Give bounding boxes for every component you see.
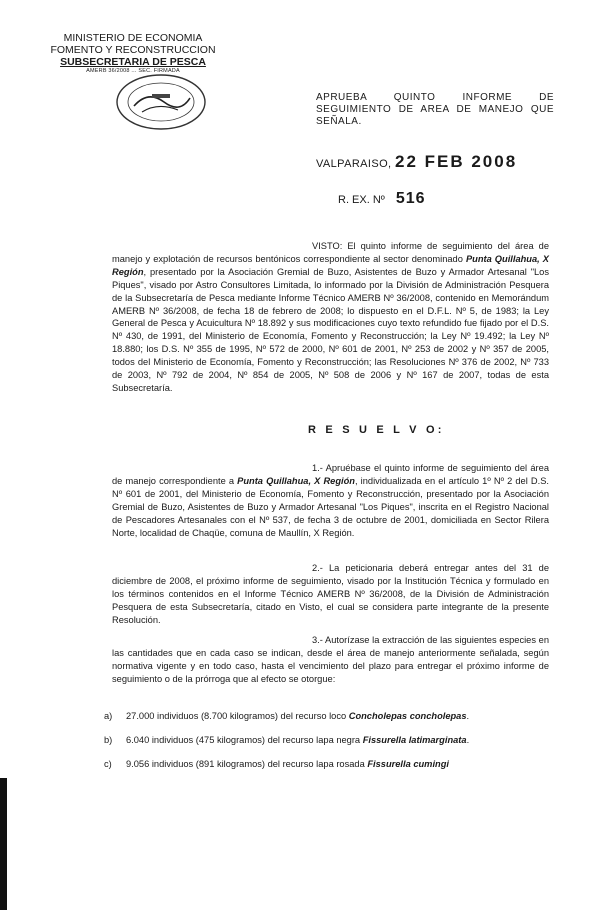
item-species: Fissurella cumingi (367, 759, 449, 769)
item-end: . (466, 735, 470, 745)
list-item (104, 734, 544, 746)
visto-text-2: , presentado por la Asociación Gremial de Buzo, Asistentes de Buzo y Armador Artesanal "Los Piques", visado por Astro Consultores Limitada, lo informado por la División de Administración Pesquera de la Subsecretaría de Pesca mediante Informe Técnico AMERB Nº 36/2008, contenido en Memorándum AMERB Nº 36/2008, de fecha 18 de febrero de 2008; lo dispuesto en el D.F.L. Nº 5, de 1983; la Ley General de Pesca y Acuicultura Nº 18.892 y sus modificaciones cuyo texto refundido fue fijado por el D.S. Nº 430, de 1991, del Ministerio de Economía, Fomento y Reconstrucción; la Ley Nº 19.492; la Ley Nº 18.880; los D.S. Nº 355 de 1995, Nº 572 de 2000, Nº 601 de 2001, Nº 253 de 2002 y Nº 357 de 2005, todos del Ministerio de Economía, Fomento y Reconstrucción; las Resoluciones Nº 376 de 2002, Nº 733 de 2003, Nº 792 de 2004, Nº 854 de 2005, Nº 508 de 2006 y Nº 167 de 2007, todas de esta Subsecretaría. (112, 266, 549, 393)
item-text: 9.056 individuos (891 kilogramos) del recurso lapa rosada (126, 759, 368, 769)
date-stamp: 22 FEB 2008 (395, 152, 518, 171)
item-end: . (466, 711, 470, 721)
item-label: a) (104, 711, 113, 721)
item-text: 27.000 individuos (8.700 kilogramos) del recurso loco (126, 711, 349, 721)
item-species: Concholepas concholepas (348, 711, 467, 721)
r1-sector: Punta Quillahua, X Región (237, 475, 355, 486)
item-label: b) (104, 735, 113, 745)
item-label: c) (104, 759, 112, 769)
ministry-line-2: FOMENTO Y RECONSTRUCCION (50, 44, 216, 56)
memo-reference: AMERB 36/2008 ... SEC. FIRMADA (86, 68, 180, 74)
scan-edge-mark (0, 778, 7, 910)
r1-text-b: , individualizada en el artículo 1º Nº 2 del D.S. Nº 601 de 2001, del Ministerio de Economía, Fomento y Reconstrucción, presentado por la Asociación Gremial de Buzo, Asistentes de Buzo y Armador Artesanal "Los Piques", inscrita en el Registro Nacional de Pescadores Artesanales con el Nº 537, de fecha 3 de octubre de 2001, domiciliada en Sector Rilera Norte, localidad de Chaqüe, comuna de Maullín, X Región. (112, 475, 549, 538)
resolution-point-3 (112, 634, 549, 686)
rex-number: 516 (395, 190, 426, 207)
rex-label: R. EX. Nº (338, 194, 385, 206)
resuelvo-heading: R E S U E L V O: (308, 424, 445, 436)
r1-text-a: 1.- Apruébase el quinto informe de seguimiento del área de manejo correspondiente a (112, 463, 549, 486)
resolution-subject: APRUEBA QUINTO INFORME DE SEGUIMIENTO DE AREA DE MANEJO QUE SEÑALA. (316, 92, 554, 127)
resolution-point-1 (112, 462, 549, 539)
official-seal-stamp-icon (112, 72, 210, 132)
item-species: Fissurella latimarginata (362, 735, 467, 745)
r2-text: 2.- La peticionaria deberá entregar antes del 31 de diciembre de 2008, el próximo informe de seguimiento, visado por la Institución Técnica y formulado en los términos contenidos en el Informe Técnico AMERB Nº 36/2008, de la División de Administración Pesquera de esta Subsecretaría, citado en Visto, el cual se considera parte integrante de la presente Resolución. (112, 563, 549, 625)
r3-text: 3.- Autorízase la extracción de las siguientes especies en las cantidades que en cada caso se indican, desde el área de manejo anteriormente señalada, según normativa vigente y en todo caso, hasta el vencimiento del plazo para entregar el próximo informe de seguimiento o de la prórroga que al efecto se otorgue: (112, 635, 549, 684)
visto-sector: Punta Quillahua, X Región (112, 253, 549, 277)
ministry-header (38, 32, 228, 75)
resolution-number (338, 190, 426, 208)
list-item (104, 758, 544, 770)
list-item (104, 710, 544, 722)
place-date-line (316, 152, 517, 172)
ministry-line-1: MINISTERIO DE ECONOMIA (63, 32, 203, 44)
resolution-point-2 (112, 562, 549, 627)
item-text: 6.040 individuos (475 kilogramos) del recurso lapa negra (126, 735, 363, 745)
subsecretaria-heading: SUBSECRETARIA DE PESCA (60, 56, 206, 68)
visto-paragraph (112, 240, 549, 395)
visto-text-1: VISTO: El quinto informe de seguimiento del área de manejo y explotación de recursos bentónicos correspondiente al sector denominado (112, 241, 549, 264)
place-label: VALPARAISO, (316, 158, 392, 170)
